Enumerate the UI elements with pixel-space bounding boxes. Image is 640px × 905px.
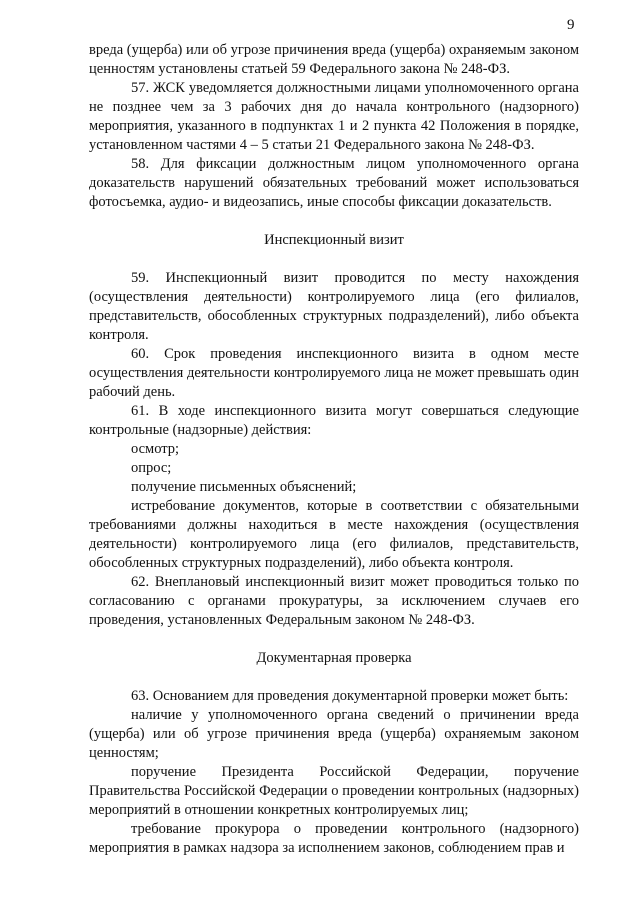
- list-item-president-order: поручение Президента Российской Федерации, поручение Правительства Российской Федерации о проведении контрольных (надзорных) мероприятий в отношении конкретных контролируемых лиц;: [89, 764, 579, 818]
- list-item-survey: опрос;: [131, 460, 172, 476]
- paragraph-57: 57. ЖСК уведомляется должностными лицами уполномоченного органа не позднее чем за 3 рабочих дня до начала контрольного (надзорного) мероприятия, указанного в подпунктах 1 и 2 пункта 42 Положения в порядке, установленном частями 4 – 5 статьи 21 Федерального закона № 248-ФЗ.: [89, 80, 579, 153]
- list-item-prosecutor-demand: требование прокурора о проведении контрольного (надзорного) мероприятия в рамках надзора за исполнением законов, соблюдением прав и: [89, 821, 579, 856]
- paragraph-62: 62. Внеплановый инспекционный визит может проводиться только по согласованию с органами прокуратуры, за исключением случаев его проведения, установленных Федеральным законом № 248-ФЗ.: [89, 574, 579, 628]
- page-number: 9: [567, 17, 575, 33]
- paragraph-61: 61. В ходе инспекционного визита могут совершаться следующие контрольные (надзорные) действия:: [89, 403, 579, 438]
- list-item-inspection: осмотр;: [131, 441, 180, 457]
- list-item-harm-information: наличие у уполномоченного органа сведений о причинении вреда (ущерба) или об угрозе причинения вреда (ущерба) охраняемым законом ценностям;: [89, 707, 579, 761]
- list-item-document-request: истребование документов, которые в соответствии с обязательными требованиями должны находиться в месте нахождения (осуществления деятельности) контролируемого лица (его филиалов, представительств, обособленных структурных подразделений), либо объекта контроля.: [89, 498, 579, 571]
- paragraph-continuation: вреда (ущерба) или об угрозе причинения вреда (ущерба) охраняемым законом ценностям установлены статьей 59 Федерального закона № 248-ФЗ.: [89, 42, 579, 77]
- paragraph-60: 60. Срок проведения инспекционного визита в одном месте осуществления деятельности контролируемого лица не может превышать один рабочий день.: [89, 346, 579, 400]
- list-item-written-explanations: получение письменных объяснений;: [131, 479, 357, 495]
- section-heading-inspection-visit: Инспекционный визит: [264, 232, 404, 248]
- paragraph-58: 58. Для фиксации должностным лицом уполномоченного органа доказательств нарушений обязательных требований может использоваться фотосъемка, аудио- и видеозапись, иные способы фиксации доказательств.: [89, 156, 579, 210]
- section-heading-documentary-check: Документарная проверка: [256, 650, 412, 666]
- paragraph-59: 59. Инспекционный визит проводится по месту нахождения (осуществления деятельности) контролируемого лица (его филиалов, представительств, обособленных структурных подразделений), либо объекта контроля.: [89, 270, 579, 343]
- document-body: [89, 41, 579, 858]
- paragraph-63: 63. Основанием для проведения документарной проверки может быть:: [131, 688, 569, 704]
